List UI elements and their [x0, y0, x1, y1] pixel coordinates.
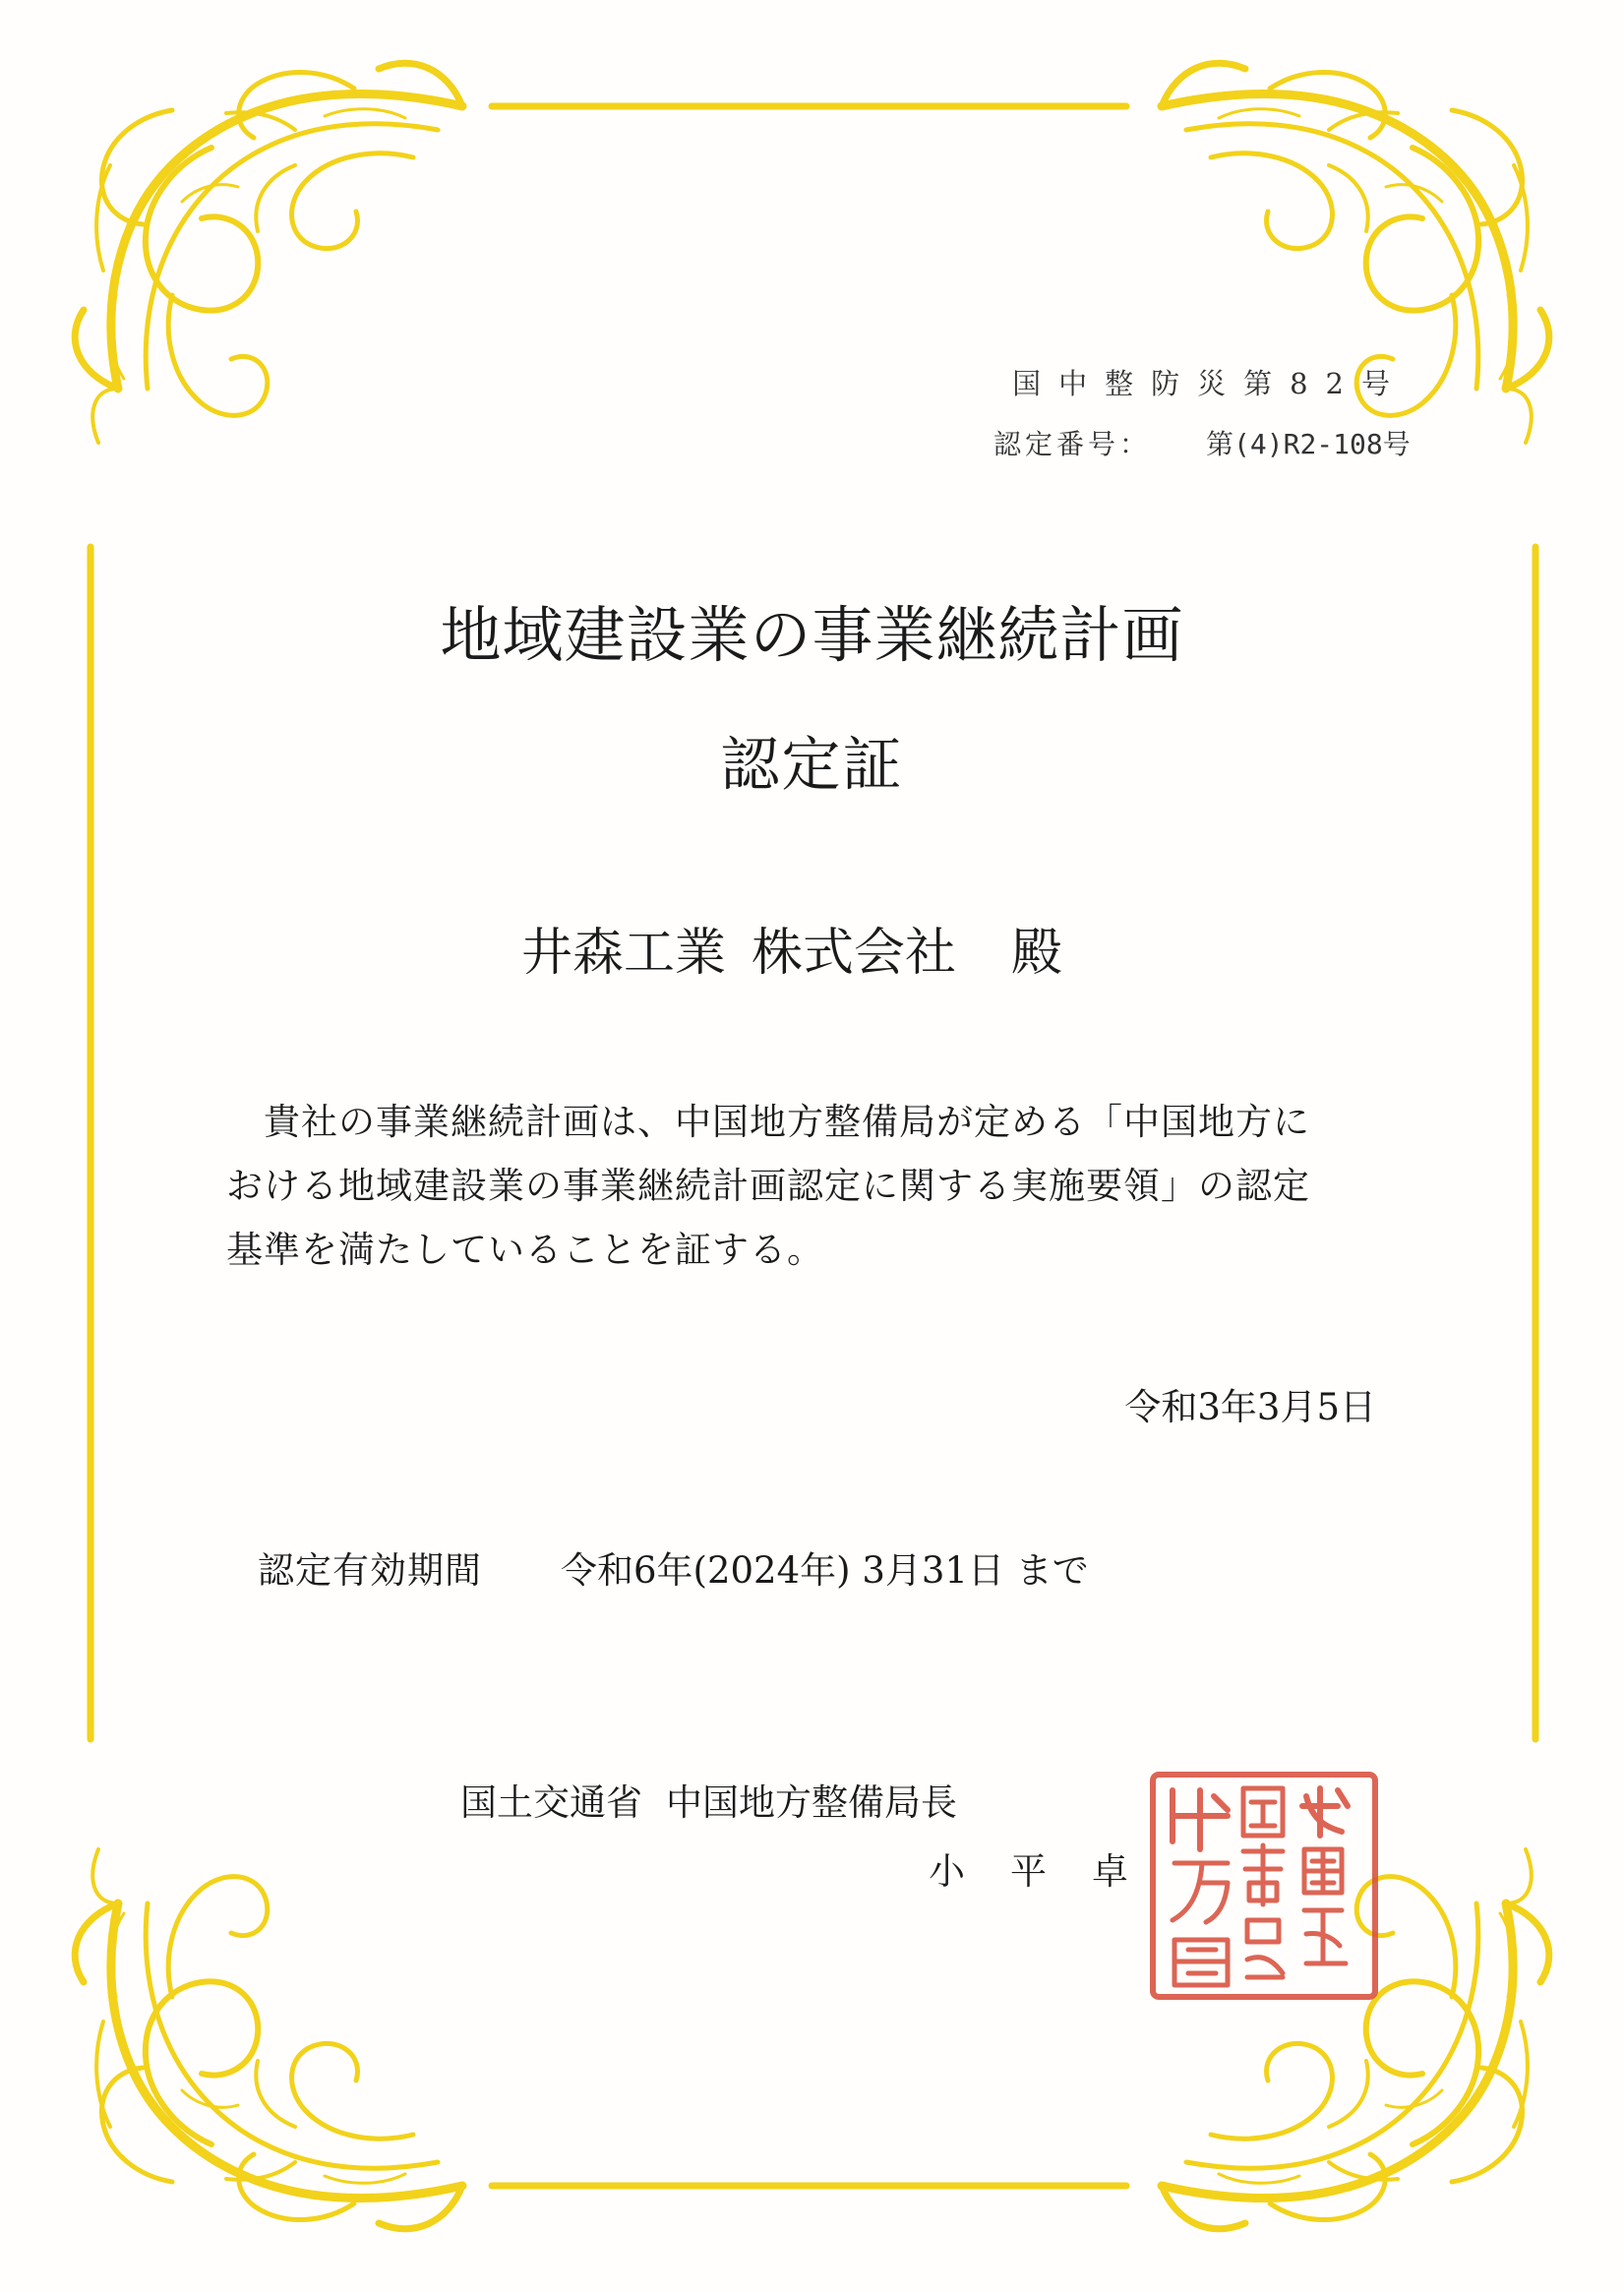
certification-number-value: 第(4)R2-108号	[1206, 428, 1411, 460]
certificate-body	[226, 1090, 1377, 1282]
signer-name: 小平卓	[929, 1850, 1173, 1893]
recipient-honorific: 殿	[1011, 924, 1063, 983]
recipient-company-type: 株式会社	[752, 924, 957, 983]
issue-date: 令和3年3月5日	[1124, 1386, 1376, 1428]
certification-number	[993, 423, 1411, 462]
body-line: おける地域建設業の事業継続計画認定に関する実施要領」の認定	[226, 1165, 1310, 1207]
validity-period	[258, 1540, 1089, 1594]
body-line: 貴社の事業継続計画は、中国地方整備局が定める「中国地方に	[226, 1101, 1310, 1143]
validity-period-label: 認定有効期間	[258, 1549, 482, 1592]
certificate-subtitle: 認定証	[720, 731, 904, 800]
official-seal-icon	[1145, 1767, 1383, 2005]
certificate-title: 地域建設業の事業継続計画	[440, 599, 1184, 671]
issuer-office: 中国地方整備局長	[666, 1781, 957, 1824]
issuer	[460, 1773, 957, 1826]
issuer-ministry: 国土交通省	[460, 1781, 642, 1824]
recipient-company: 井森工業	[521, 924, 727, 983]
certification-number-label: 認定番号：	[993, 428, 1152, 460]
validity-period-value: 令和6年(2024年) 3月31日 まで	[561, 1549, 1089, 1592]
body-line: 基準を満たしていることを証する。	[226, 1229, 824, 1271]
recipient	[521, 911, 1062, 985]
document-number: 国中整防災第82号	[1012, 367, 1408, 400]
